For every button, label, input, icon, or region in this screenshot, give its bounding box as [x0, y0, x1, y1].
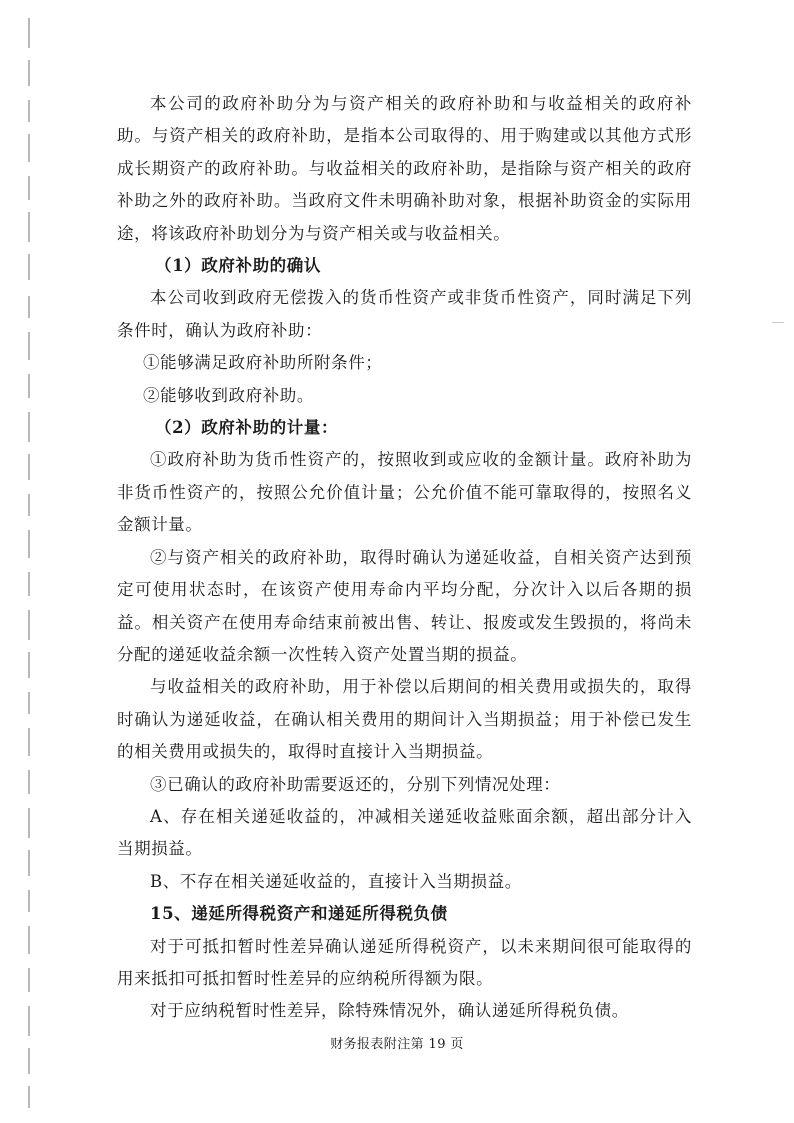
heading-grant-measurement: （2）政府补助的计量： — [155, 418, 339, 438]
list-item-condition-2: ②能够收到政府补助。 — [143, 385, 314, 405]
heading-grant-recognition: （1）政府补助的确认 — [155, 256, 321, 276]
binding-edge — [0, 0, 40, 1123]
paragraph-measurement-2: ②与资产相关的政府补助，取得时确认为递延收益，自相关资产达到预定可使用状态时，在该资产使用寿命内平均分配，分次计入以后各期的损益。相关资产在使用寿命结束前被出售、转让、报废或发生毁损的，将尚未分配的递延收益余额一次性转入资产处置当期的损益。 — [117, 547, 692, 664]
edge-mark — [772, 322, 784, 323]
paragraph-case-b: B、不存在相关递延收益的，直接计入当期损益。 — [150, 871, 522, 891]
paragraph-measurement-1: ①政府补助为货币性资产的，按照收到或应收的金额计量。政府补助为非货币性资产的，按照公允价值计量；公允价值不能可靠取得的，按照名义金额计量。 — [117, 450, 692, 535]
paragraph-deferred-tax-liabilities: 对于应纳税暂时性差异，除特殊情况外，确认递延所得税负债。 — [150, 1001, 629, 1021]
list-item-condition-1: ①能够满足政府补助所附条件； — [143, 353, 383, 373]
document-body — [117, 88, 692, 1028]
heading-deferred-tax: 15、递延所得税资产和递延所得税负债 — [150, 904, 448, 924]
paragraph-deferred-tax-assets: 对于可抵扣暂时性差异确认递延所得税资产，以未来期间很可能取得的用来抵扣可抵扣暂时性差异的应纳税所得额为限。 — [117, 936, 692, 988]
paragraph-measurement-3: ③已确认的政府补助需要返还的，分别下列情况处理： — [150, 774, 561, 794]
paragraph-grant-classification: 本公司的政府补助分为与资产相关的政府补助和与收益相关的政府补助。与资产相关的政府补助，是指本公司取得的、用于购建或以其他方式形成长期资产的政府补助。与收益相关的政府补助，是指除与资产相关的政府补助之外的政府补助。当政府文件未明确补助对象，根据补助资金的实际用途，将该政府补助划分为与资产相关或与收益相关。 — [117, 94, 692, 243]
paragraph-recognition-conditions: 本公司收到政府无偿拨入的货币性资产或非货币性资产，同时满足下列条件时，确认为政府补助： — [117, 288, 692, 340]
paragraph-case-a: A、存在相关递延收益的，冲减相关递延收益账面余额，超出部分计入当期损益。 — [117, 806, 692, 859]
paragraph-income-related-grant: 与收益相关的政府补助，用于补偿以后期间的相关费用或损失的，取得时确认为递延收益，在确认相关费用的期间计入当期损益；用于补偿已发生的相关费用或损失的，取得时直接计入当期损益。 — [117, 677, 692, 762]
page-footer: 财务报表附注第 19 页 — [330, 1037, 464, 1052]
